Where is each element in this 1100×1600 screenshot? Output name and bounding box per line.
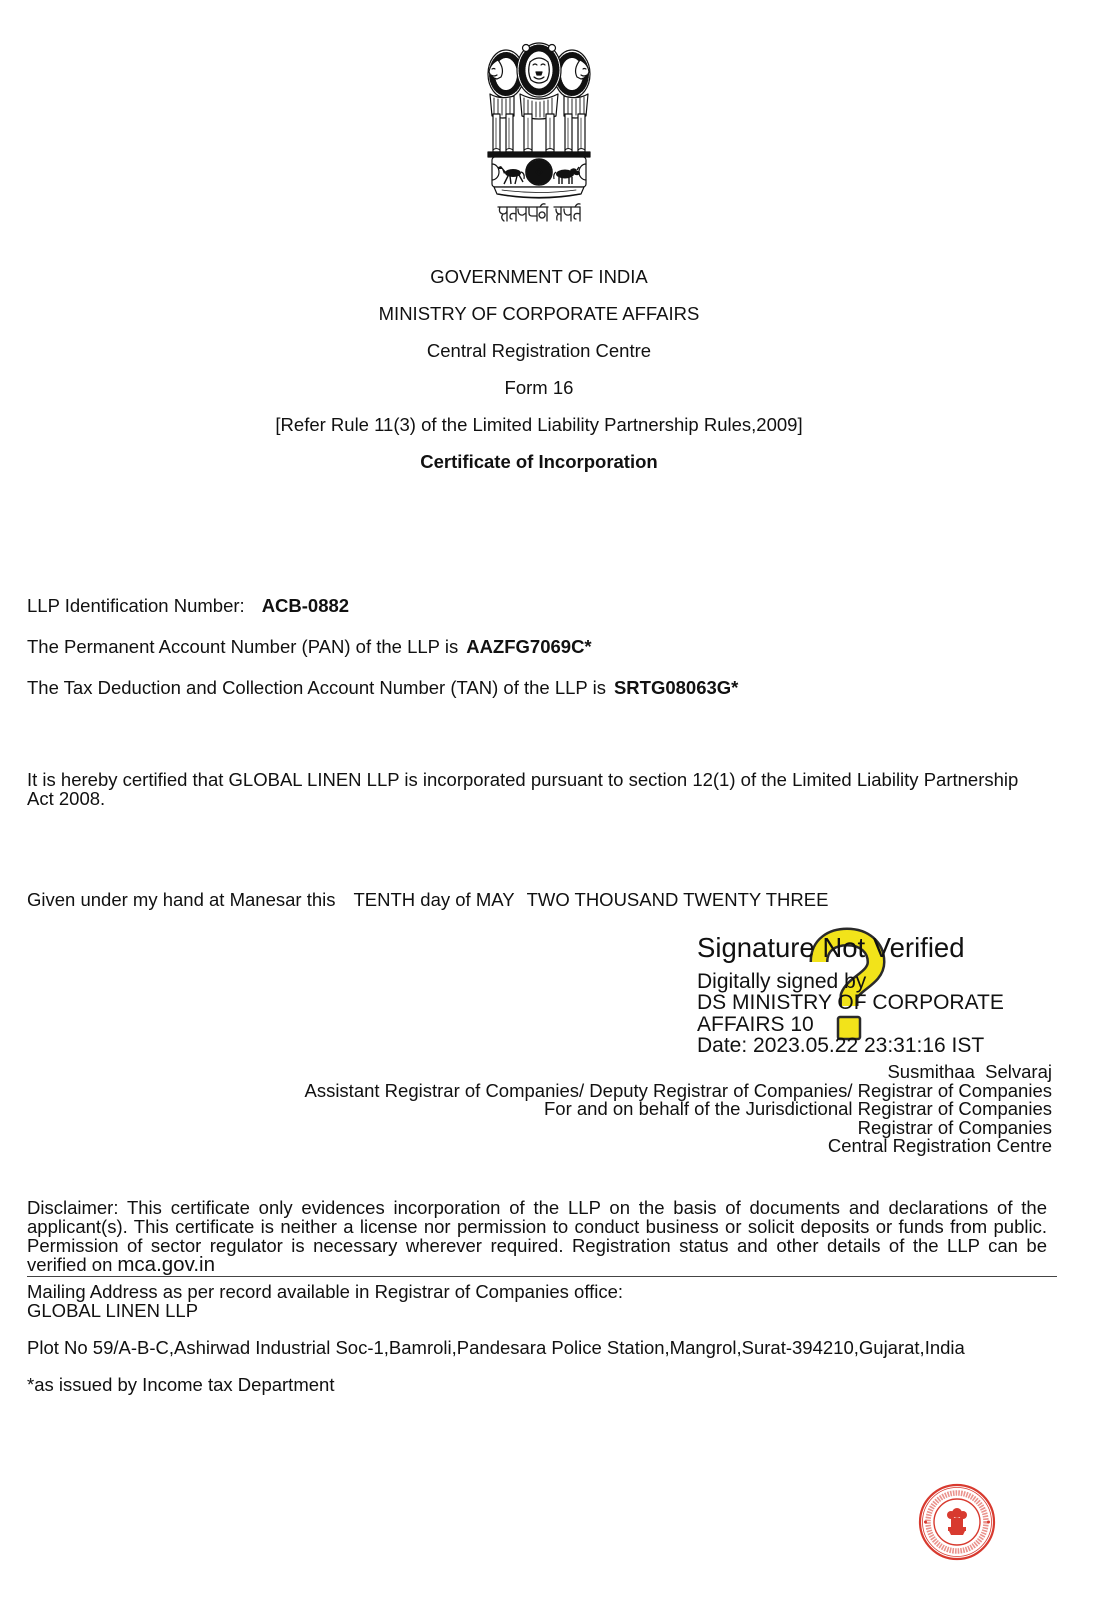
mailing-name: GLOBAL LINEN LLP (27, 1299, 199, 1321)
form-number: Form 16 (504, 377, 574, 398)
govt-line: GOVERNMENT OF INDIA (430, 266, 648, 287)
certificate-title: Certificate of Incorporation (420, 451, 658, 472)
ministry-line: MINISTRY OF CORPORATE AFFAIRS (378, 303, 700, 324)
signatory-designation: Assistant Registrar of Companies/ Deputy Registrar of Companies/ Registrar of Companies (304, 1079, 1052, 1101)
pan-value: AAZFG7069C* (466, 636, 592, 657)
disclaimer-site: mca.gov.in (117, 1253, 215, 1276)
signature-date: Date: 2023.05.22 23:31:16 IST (697, 1033, 985, 1057)
centre-line: Central Registration Centre (426, 340, 652, 361)
signed-by-label: Digitally signed by (697, 970, 867, 993)
given-under-day-month: TENTH day of MAY (353, 889, 515, 910)
divider-line (27, 1276, 1057, 1277)
llpin-row (27, 585, 738, 626)
disclaimer-text: Disclaimer: This certificate only evidences incorporation of the LLP on the basis of documents and declarations of the applicant(s). This certificate is neither a license nor permission to conduct business or solicit deposits or funds from public. Permission of sector regulator is necessary wherever required. Registration status and other details of the LLP can be verified on (27, 1197, 1047, 1275)
signatory-on-behalf: For and on behalf of the Jurisdictional Registrar of Companies (544, 1098, 1052, 1119)
mailing-label: Mailing Address as per record available in Registrar of Companies office: (27, 1281, 624, 1302)
pan-row (27, 626, 738, 667)
tan-label: The Tax Deduction and Collection Account Number (TAN) of the LLP is (27, 677, 606, 698)
tan-row (27, 667, 738, 708)
motto-lettering (496, 203, 582, 225)
signer-line-1: DS MINISTRY OF CORPORATE (697, 991, 1004, 1015)
national-emblem (484, 38, 594, 200)
identifiers-block (27, 585, 738, 708)
given-under-line (27, 890, 828, 910)
footnote: *as issued by Income tax Department (27, 1374, 335, 1395)
signer-line-2: AFFAIRS 10 (697, 1012, 814, 1036)
certificate-header (27, 258, 1051, 480)
signature-status: Signature Not Verified (697, 932, 965, 963)
pan-label: The Permanent Account Number (PAN) of the LLP is (27, 636, 459, 657)
given-under-prefix: Given under my hand at Manesar this (27, 889, 336, 910)
llpin-value: ACB-0882 (261, 595, 350, 616)
digital-signature-details (697, 971, 1004, 1056)
tan-value: SRTG08063G* (613, 677, 739, 698)
registrar-seal (917, 1482, 997, 1562)
rule-reference: [Refer Rule 11(3) of the Limited Liability Partnership Rules,2009] (275, 414, 803, 435)
signatory-block (304, 1063, 1052, 1156)
signatory-office: Registrar of Companies (857, 1116, 1052, 1138)
signatory-centre: Central Registration Centre (827, 1135, 1052, 1156)
mailing-address: Plot No 59/A-B-C,Ashirwad Industrial Soc-1,Bamroli,Pandesara Police Station,Mangrol,Surat-394210,Gujarat,India (27, 1337, 965, 1358)
mailing-block (27, 1283, 623, 1320)
llpin-label: LLP Identification Number: (27, 595, 245, 616)
given-under-year: TWO THOUSAND TWENTY THREE (526, 889, 829, 910)
signatory-name: Susmithaa Selvaraj (887, 1061, 1052, 1082)
certification-statement: It is hereby certified that GLOBAL LINEN LLP is incorporated pursuant to section 12(1) of the Limited Liability Partnership Act 2008. (27, 769, 1019, 809)
disclaimer (27, 1198, 1047, 1274)
